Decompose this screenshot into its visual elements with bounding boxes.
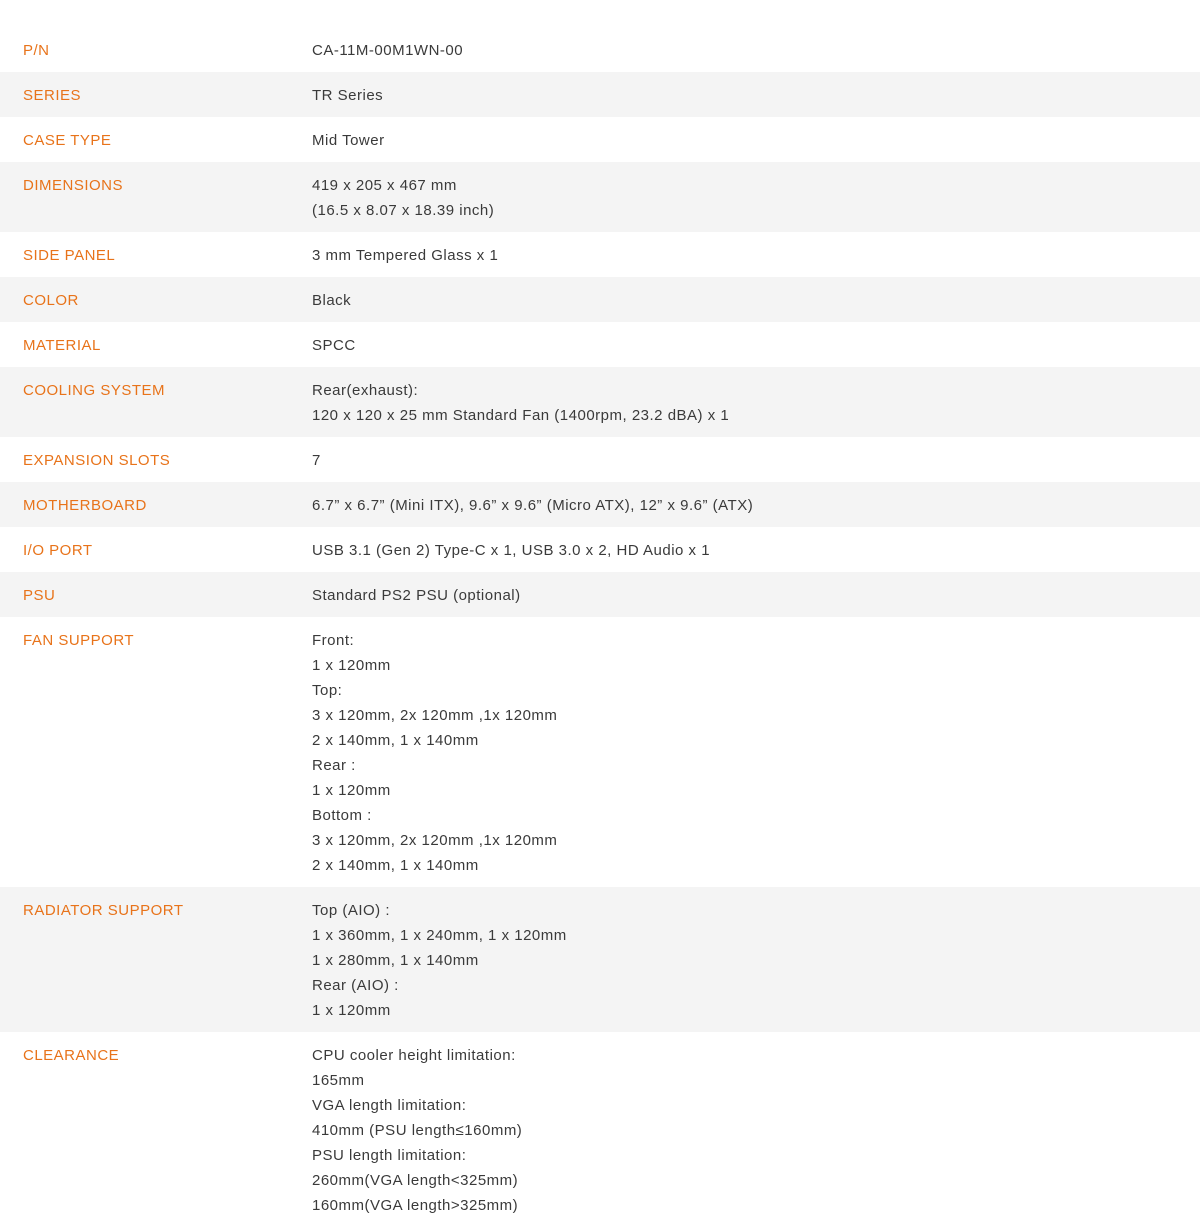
spec-value-line: 260mm(VGA length<325mm)	[312, 1172, 519, 1189]
spec-value	[312, 493, 1200, 518]
spec-value-line: Rear(exhaust):	[312, 382, 419, 399]
spec-value	[312, 583, 1200, 608]
spec-label: DIMENSIONS	[23, 177, 124, 194]
spec-value-line: 1 x 360mm, 1 x 240mm, 1 x 120mm	[312, 927, 567, 944]
spec-value	[312, 448, 1200, 473]
spec-value-line: (16.5 x 8.07 x 18.39 inch)	[312, 202, 495, 219]
spec-value-line: Black	[312, 292, 352, 309]
spec-label: SERIES	[23, 87, 82, 104]
spec-value-line: 410mm (PSU length≤160mm)	[312, 1122, 523, 1139]
spec-value-line: 165mm	[312, 1072, 365, 1089]
spec-value	[312, 38, 1200, 63]
spec-row	[0, 482, 1200, 527]
spec-value	[312, 128, 1200, 153]
spec-value-line: 3 mm Tempered Glass x 1	[312, 247, 499, 264]
spec-value-line: 1 x 120mm	[312, 1002, 391, 1019]
spec-value-line: Front:	[312, 632, 355, 649]
spec-row	[0, 527, 1200, 572]
spec-value-line: 120 x 120 x 25 mm Standard Fan (1400rpm, 23.2 dBA) x 1	[312, 407, 730, 424]
spec-label: COLOR	[23, 292, 79, 309]
spec-value-line: 160mm(VGA length>325mm)	[312, 1197, 519, 1214]
spec-label: MATERIAL	[23, 337, 101, 354]
spec-value	[312, 1043, 1200, 1218]
spec-value-line: 7	[312, 452, 321, 469]
spec-row	[0, 117, 1200, 162]
spec-row	[0, 617, 1200, 887]
spec-table	[0, 27, 1200, 1227]
spec-value-line: 3 x 120mm, 2x 120mm ,1x 120mm	[312, 832, 558, 849]
spec-row	[0, 367, 1200, 437]
spec-row	[0, 572, 1200, 617]
spec-value-line: 2 x 140mm, 1 x 140mm	[312, 857, 479, 874]
spec-value-line: 6.7” x 6.7” (Mini ITX), 9.6” x 9.6” (Micro ATX), 12” x 9.6” (ATX)	[312, 497, 754, 514]
spec-value-line: CPU cooler height limitation:	[312, 1047, 516, 1064]
spec-label: P/N	[23, 42, 50, 59]
spec-value-line: VGA length limitation:	[312, 1097, 467, 1114]
spec-label: MOTHERBOARD	[23, 497, 147, 514]
spec-value-line: Bottom :	[312, 807, 372, 824]
spec-row	[0, 437, 1200, 482]
spec-row	[0, 27, 1200, 72]
spec-label: FAN SUPPORT	[23, 632, 135, 649]
spec-value	[312, 898, 1200, 1023]
spec-label: CLEARANCE	[23, 1047, 120, 1064]
spec-row	[0, 1032, 1200, 1227]
spec-row	[0, 277, 1200, 322]
spec-row	[0, 232, 1200, 277]
spec-row	[0, 162, 1200, 232]
spec-row	[0, 72, 1200, 117]
spec-label: I/O PORT	[23, 542, 93, 559]
spec-value	[312, 243, 1200, 268]
spec-value	[312, 288, 1200, 313]
spec-value-line: USB 3.1 (Gen 2) Type-C x 1, USB 3.0 x 2, HD Audio x 1	[312, 542, 711, 559]
spec-value-line: 2 x 140mm, 1 x 140mm	[312, 732, 479, 749]
spec-label: COOLING SYSTEM	[23, 382, 166, 399]
spec-value-line: SPCC	[312, 337, 356, 354]
spec-value-line: 419 x 205 x 467 mm	[312, 177, 457, 194]
spec-value-line: Mid Tower	[312, 132, 385, 149]
spec-value-line: Rear (AIO) :	[312, 977, 399, 994]
spec-value-line: PSU length limitation:	[312, 1147, 467, 1164]
spec-label: RADIATOR SUPPORT	[23, 902, 184, 919]
spec-value-line: Standard PS2 PSU (optional)	[312, 587, 521, 604]
spec-value	[312, 628, 1200, 878]
spec-value-line: Top:	[312, 682, 343, 699]
spec-label: PSU	[23, 587, 56, 604]
spec-value	[312, 538, 1200, 563]
spec-value	[312, 83, 1200, 108]
spec-label: CASE TYPE	[23, 132, 112, 149]
spec-label: SIDE PANEL	[23, 247, 116, 264]
spec-row	[0, 887, 1200, 1032]
spec-label: EXPANSION SLOTS	[23, 452, 171, 469]
spec-value	[312, 173, 1200, 223]
spec-row	[0, 322, 1200, 367]
spec-value-line: 1 x 120mm	[312, 782, 391, 799]
spec-value-line: 3 x 120mm, 2x 120mm ,1x 120mm	[312, 707, 558, 724]
spec-value-line: Rear :	[312, 757, 356, 774]
spec-value-line: 1 x 120mm	[312, 657, 391, 674]
spec-value-line: 1 x 280mm, 1 x 140mm	[312, 952, 479, 969]
spec-value-line: CA-11M-00M1WN-00	[312, 42, 464, 59]
spec-value-line: TR Series	[312, 87, 384, 104]
spec-value	[312, 378, 1200, 428]
spec-value	[312, 333, 1200, 358]
spec-value-line: Top (AIO) :	[312, 902, 391, 919]
